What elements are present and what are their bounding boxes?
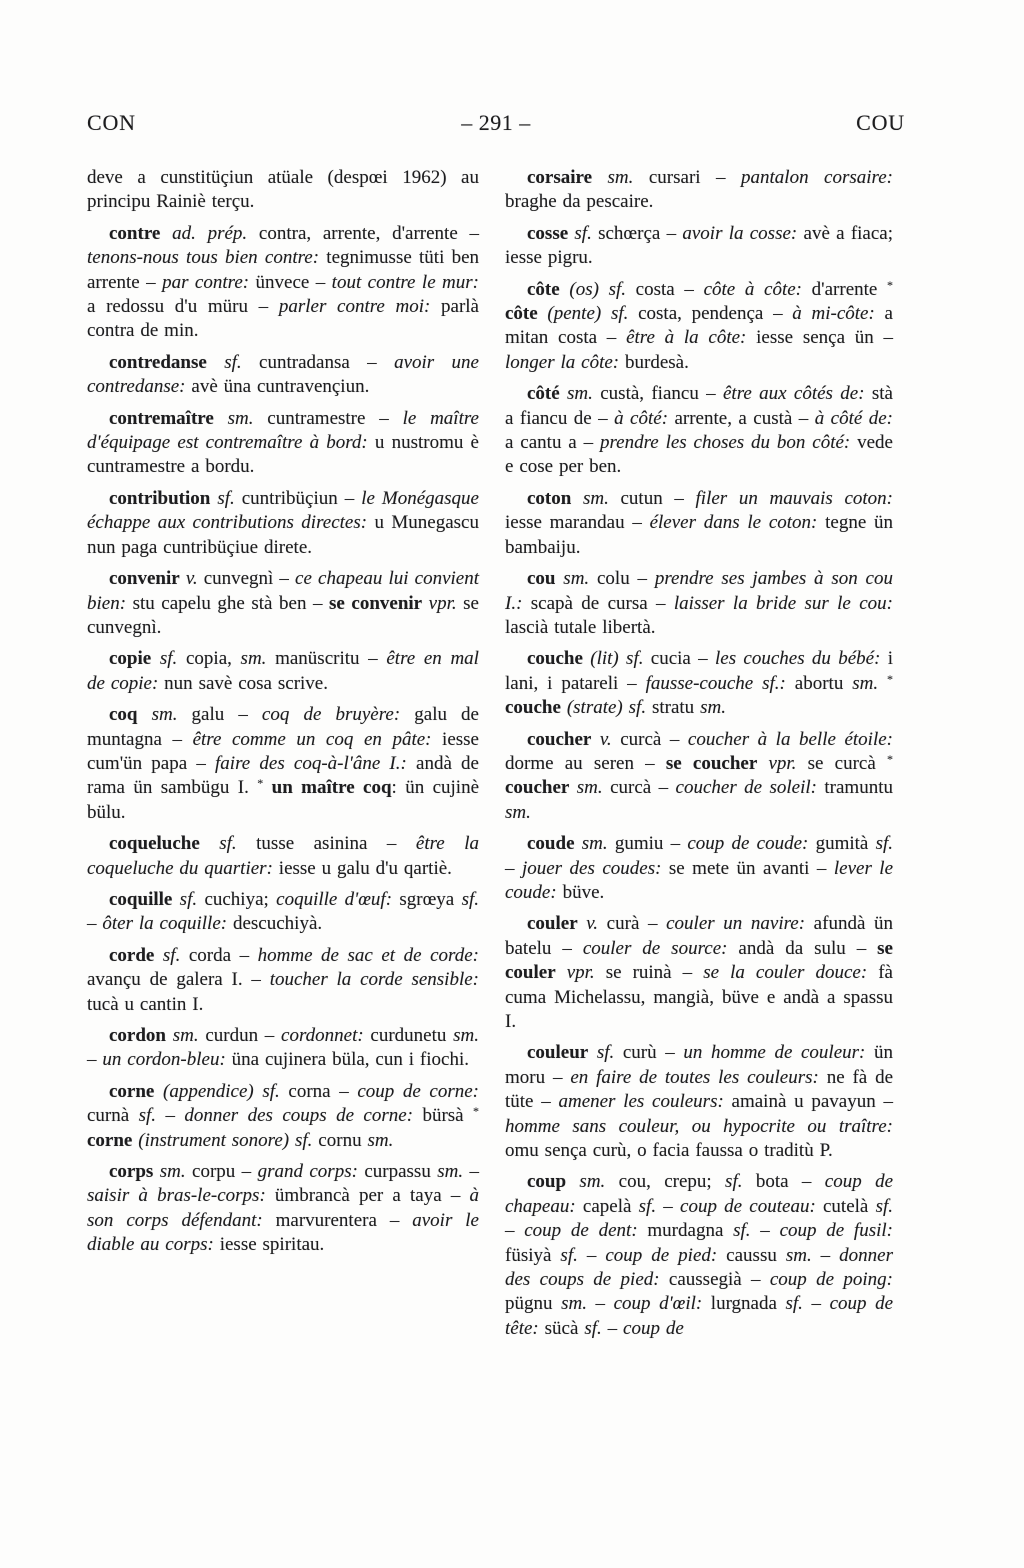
entry-text: stu capelu ghe stà ben – <box>126 592 330 614</box>
entry-text: – <box>750 1220 780 1242</box>
entry-couleur <box>505 1041 893 1163</box>
headword: coucher <box>505 777 570 799</box>
entry-text: manüscritu – <box>266 648 387 670</box>
entry-convenir <box>87 567 479 640</box>
entry-text: sm. <box>166 1025 199 1046</box>
entry-text: sm. <box>785 1244 812 1266</box>
entry-text: coup de poing: <box>769 1269 893 1291</box>
asterisk-marker: * <box>473 1104 480 1119</box>
entry-text: a redossu d'u müru – <box>87 296 279 318</box>
entry-text: afundà ün batelu – <box>505 913 893 959</box>
headword: corps <box>109 1161 154 1183</box>
entry-text: i lani, i patareli – <box>505 648 893 694</box>
entry-cote <box>505 278 893 376</box>
headword: coup <box>527 1171 567 1193</box>
entry-text: sm. <box>559 383 593 405</box>
headword: contre <box>109 222 161 244</box>
entry-text: avè üna cuntravençiun. <box>185 376 370 398</box>
headword: coqueluche <box>109 833 200 855</box>
entry-text: colu – <box>589 568 655 590</box>
entry-text: coup de pied: <box>605 1244 718 1266</box>
entry-text: iesse marandau – <box>505 512 650 534</box>
entry-text: curà – <box>598 913 667 935</box>
entry-text: cutun – <box>608 487 696 509</box>
entry-text: coucher à la belle étoile: <box>687 728 893 750</box>
column-left <box>87 166 479 1348</box>
headword: couche <box>527 648 583 670</box>
entry-text: sf. <box>461 888 480 910</box>
entry-text: grand corps: <box>257 1161 358 1183</box>
entry-text: sücà <box>538 1317 585 1339</box>
entry-text: à côté: <box>614 407 669 429</box>
entry-text: lascià tutale libertà. <box>505 616 656 638</box>
entry-text: sgrœya <box>392 888 462 910</box>
entry-text: – <box>656 1195 681 1217</box>
entry-text: sm. <box>592 167 634 188</box>
entry-text: deve a cunstitüçiun atüale (despœi 1962) au principu Rainiè terçu. <box>87 167 479 213</box>
entry-text: marvurentera – <box>262 1209 413 1231</box>
entry-text: caussegià – <box>659 1269 770 1291</box>
entry-text: v. <box>577 913 599 935</box>
entry-text: (lit) sf. <box>582 648 644 670</box>
entry-text: sf. <box>568 222 592 244</box>
entry-text: laisser la bride sur le cou: <box>673 592 893 614</box>
entry-text: ümbrancà per a taya – <box>265 1185 470 1207</box>
entry-text: par contre: <box>162 271 250 293</box>
entry-text: être en mal de copie: <box>87 648 479 694</box>
entry-text: sf. <box>199 833 237 855</box>
entry-text: côte à côte: <box>703 278 803 300</box>
entry-text: corpu – <box>185 1161 258 1183</box>
entry-text: – <box>87 913 103 935</box>
entry-text: cornu <box>312 1129 368 1151</box>
entry-text: sf. <box>138 1105 157 1127</box>
headword: corsaire <box>527 167 593 188</box>
entry-text: curcà – <box>602 777 676 799</box>
entry-text: couler un navire: <box>666 913 806 935</box>
entry-text: sm. <box>367 1129 394 1151</box>
entry-text: – <box>811 1244 840 1266</box>
entry-text: d'arrente <box>802 278 888 300</box>
headword: coton <box>527 487 572 509</box>
entry-text: curdunetu <box>363 1025 454 1046</box>
headword: corde <box>109 944 155 966</box>
entry-text: sm. <box>574 833 608 855</box>
entry-text: élever dans le coton: <box>649 512 818 534</box>
entry-cote <box>505 382 893 480</box>
entry-text: (appendice) sf. <box>154 1080 280 1102</box>
entry-text: se ruinà – <box>594 962 704 984</box>
entry-text: sm. <box>852 672 879 694</box>
entry-text: prendre les choses du bon côté: <box>599 432 851 454</box>
headword: corne <box>109 1080 155 1102</box>
headword: côte <box>527 278 560 300</box>
entry-text: costa, pendença – <box>628 303 793 325</box>
entry-text: sm. <box>213 407 254 429</box>
entry-text: sm. <box>561 1293 587 1315</box>
entry-coup <box>505 1170 893 1341</box>
headword: copie <box>109 648 152 670</box>
entry-text: füsiyà <box>505 1244 561 1266</box>
entry-text: à mi-côte: <box>792 303 875 325</box>
entry-text: sm. <box>437 1161 464 1183</box>
entry-couche <box>505 647 893 720</box>
entry-text: parlà contra de min. <box>87 296 479 342</box>
entry-text: ad. prép. <box>160 222 248 244</box>
headword: un maître coq <box>271 777 392 799</box>
entry-text: curpassu <box>357 1161 438 1183</box>
entry-text: sf. <box>210 487 235 509</box>
entry-text: fausse-couche sf.: <box>645 672 786 694</box>
entry-text: üna cujinera büla, cun i fiochi. <box>225 1049 469 1071</box>
entry-text: avoir la cosse: <box>682 222 798 244</box>
entry-text: cunvegnì – <box>197 568 296 590</box>
entry-text: ôter la coquille: <box>102 913 228 935</box>
headword: cosse <box>527 222 569 244</box>
entry-text: tegne ün bambaiju. <box>505 512 893 558</box>
entry-text: sf. <box>638 1195 657 1217</box>
entry-copie <box>87 647 479 696</box>
entry-text: – <box>156 1105 185 1127</box>
entry-text: (strate) sf. <box>560 697 647 719</box>
entry-text: sf. <box>584 1317 602 1339</box>
entry-text: büve. <box>556 881 605 903</box>
entry-coton <box>505 487 893 560</box>
entry-text: vpr. <box>555 962 595 984</box>
entry-text: corna – <box>279 1080 358 1102</box>
entry-text: ne fà de tüte – <box>505 1066 894 1113</box>
entry-text: iesse spiritau. <box>213 1234 325 1256</box>
entry-text: faire des coq-à-l'âne I.: <box>215 752 407 774</box>
entry-text: un homme de couleur: <box>683 1042 866 1064</box>
entry-text: iesse u galu d'u qartiè. <box>272 857 452 879</box>
entry-text: cuntribüçiun – <box>234 487 362 509</box>
entry-text: sf. <box>151 648 178 670</box>
entry-text: sm. <box>569 777 603 799</box>
entry-text: u nustromu è cuntramestre a bordu. <box>87 432 479 478</box>
entry-text: caussu <box>717 1244 786 1266</box>
entry-text: saisir à bras-le-corps: <box>87 1185 266 1207</box>
headword: se convenir <box>329 592 423 614</box>
entry-text: être comme un coq en pâte: <box>192 728 432 750</box>
entry-text: lever le coude: <box>505 857 894 903</box>
entry-text: (pente) sf. <box>537 303 629 325</box>
entry-text: vpr. <box>422 592 457 614</box>
headword: se coucher <box>665 752 758 774</box>
entry-text: être aux côtés de: <box>722 383 865 405</box>
entry-text: sm. <box>240 648 267 670</box>
entry-text: avoir le diable au corps: <box>87 1209 479 1256</box>
entry-text: tout contre le mur: <box>331 271 479 293</box>
entry-text: copia, <box>177 648 241 670</box>
entry-cosse <box>505 222 893 271</box>
entry-text: un cordon-bleu: <box>102 1049 226 1071</box>
guide-word-left: CON <box>87 110 136 135</box>
entry-text: vede e cose per ben. <box>505 432 893 478</box>
headword: se couler <box>505 937 893 984</box>
entry-text: sm. <box>153 1161 186 1183</box>
entry-text: sf. <box>560 1244 578 1266</box>
entry-text: burdesà. <box>619 351 689 373</box>
entry-text: coup de corne: <box>357 1080 479 1102</box>
entry-contredanse <box>87 351 479 400</box>
entry-text: gumità <box>808 833 876 855</box>
headword: coquille <box>109 888 173 910</box>
entry-text: iesse cum'ün papa – <box>87 728 479 774</box>
entry-text: homme de sac et de corde: <box>257 944 479 966</box>
entry-text: coq de bruyère: <box>261 704 401 726</box>
entry-coucher <box>505 728 893 826</box>
entry-text: tramuntu <box>816 777 893 799</box>
entry-text: cucia – <box>643 648 715 670</box>
entry-text: coup de <box>623 1317 684 1339</box>
entry-text: homme sans couleur, ou hypocrite ou traître: <box>505 1115 893 1137</box>
entry-text: avançu de galera I. – <box>87 969 270 991</box>
entry-text: bürsà <box>413 1105 474 1127</box>
entry-text: sm. <box>571 487 609 509</box>
entry-text: sf. <box>588 1042 615 1064</box>
entry-text: sf. <box>875 833 893 855</box>
entry-text: les couches du bébé: <box>714 648 881 670</box>
asterisk-marker: * <box>887 277 894 292</box>
entry-text: tusse asinina – <box>236 833 416 855</box>
entry-text: sf. <box>733 1220 751 1242</box>
entry-text: sm. <box>137 704 178 726</box>
page-number: – 291 – <box>461 110 531 135</box>
entry-text: cordonnet: <box>281 1025 364 1046</box>
entry-text: – <box>802 1293 830 1315</box>
entry-text: coup d'œil: <box>613 1293 703 1315</box>
entry-text: v. <box>591 728 612 750</box>
entry-text: curù – <box>614 1042 684 1064</box>
entry-text: cou, crepu; <box>605 1171 726 1193</box>
entry-text: couler de source: <box>582 937 728 959</box>
headword: côte <box>505 303 538 325</box>
entry-cou <box>505 567 893 640</box>
entry-text: prendre ses jambes à son cou I.: <box>505 568 893 614</box>
entry-text: se cunvegnì. <box>87 592 479 638</box>
entry-text: galu – <box>177 704 262 726</box>
entry-text: omu sença curù, o facia faussa o traditù P. <box>505 1140 833 1162</box>
entry-text: tucà u cantin I. <box>87 993 204 1015</box>
entry-text: andà da sulu – <box>727 937 878 959</box>
entry-text: curnà <box>87 1105 139 1127</box>
entry-text: curcà – <box>611 728 688 750</box>
entry-text: andà de rama ün sambügu I. <box>87 752 479 799</box>
entry-text: bota – <box>742 1171 825 1193</box>
entry-coquille <box>87 888 479 937</box>
entry-text: – <box>586 1293 614 1315</box>
headword: côté <box>527 383 560 405</box>
entry-text: sf. <box>785 1293 803 1315</box>
entry-text: pantalon corsaire: <box>741 167 893 188</box>
entry-text: sm. <box>555 568 590 590</box>
entry-text: coup de coude: <box>687 833 809 855</box>
entry-text: jouer des coudes: <box>521 857 662 879</box>
entry-text <box>878 673 887 694</box>
entry-corne <box>87 1080 479 1153</box>
entry-text: amener les couleurs: <box>558 1091 724 1113</box>
entry-text: le maître d'équipage est contremaître à bord: <box>87 407 479 454</box>
entry-text: – <box>463 1161 480 1183</box>
entry-text: a cantu a – <box>505 432 600 454</box>
entry-text: coup de chapeau: <box>505 1171 894 1217</box>
entry-text: filer un mauvais coton: <box>695 487 893 509</box>
entry-text: avè a fiaca; iesse pigru. <box>505 222 893 269</box>
entry-text: costa – <box>626 278 704 300</box>
entry-text: toucher la corde sensible: <box>269 969 479 991</box>
entry-text: (os) sf. <box>559 278 627 300</box>
asterisk-marker: * <box>257 776 264 791</box>
entry-corps <box>87 1160 479 1258</box>
headword: cordon <box>109 1025 166 1046</box>
entry-corsaire <box>505 166 893 215</box>
entry-text: dorme au seren – <box>505 752 666 774</box>
entry-text: corda – <box>180 944 258 966</box>
entry-text: cuchiya; <box>197 888 277 910</box>
entry-text: se curcà <box>796 752 887 774</box>
entry-text: vpr. <box>757 752 797 774</box>
entry-text: cuntramestre – <box>253 407 403 429</box>
entry-text: capelà <box>575 1195 639 1217</box>
entry-text: fà cuma Michelassu, mangià, büve e andà a spassu I. <box>505 962 893 1032</box>
entry-text: curdun – <box>198 1025 282 1046</box>
entry-cordon <box>87 1024 479 1073</box>
entry-text: – <box>505 1220 525 1242</box>
entry-text: – <box>577 1244 606 1266</box>
entry-text: – <box>601 1317 624 1339</box>
headword: couler <box>527 913 578 935</box>
entry-text: cutelà <box>815 1195 876 1217</box>
entry-text: – <box>87 1049 103 1071</box>
entry-text: pügnu <box>505 1293 562 1315</box>
entry-contremaitre <box>87 407 479 480</box>
entry-text: : ün cujinè bülu. <box>87 777 480 823</box>
entry-text: tegnimusse tüti ben arrente – <box>87 247 480 293</box>
entry-text: donner des coups de corne: <box>184 1105 414 1127</box>
entry-text: coup de fusil: <box>779 1220 893 1242</box>
entry-text: sf. <box>154 944 181 966</box>
entry-text: se mete ün avanti – <box>661 857 834 879</box>
entry-text: être à la côte: <box>626 327 747 349</box>
entry-text: stratu <box>646 697 701 719</box>
entry-text: murdagna <box>637 1220 734 1242</box>
entry-text: coup de dent: <box>524 1220 638 1242</box>
entry-text: scapà de cursa – <box>522 592 674 614</box>
entry-text: coquille d'œuf: <box>276 888 393 910</box>
entry-text: iesse sença ün – <box>746 327 894 349</box>
headword: contredanse <box>109 351 207 373</box>
entry-text: (instrument sonore) sf. <box>132 1129 313 1151</box>
entry-text: avoir une contredanse: <box>87 351 479 398</box>
headword: couleur <box>527 1042 589 1064</box>
column-right <box>505 166 893 1348</box>
entry-text: à son corps défendant: <box>87 1185 479 1231</box>
entry-continuation <box>87 166 479 215</box>
entry-text: amainà u pavayun – <box>723 1091 893 1113</box>
headword: convenir <box>109 568 180 590</box>
entry-text: sf. <box>172 888 198 910</box>
headword: corne <box>87 1129 133 1151</box>
entry-corde <box>87 944 479 1017</box>
entry-text: ce chapeau lui convient bien: <box>87 568 479 614</box>
entry-text: à côté de: <box>814 407 893 429</box>
entry-text: gumiu – <box>607 833 688 855</box>
entry-coq <box>87 703 479 825</box>
entry-contribution <box>87 487 479 560</box>
entry-text: ünvece – <box>249 271 332 293</box>
entry-text: donner des coups de pied: <box>505 1244 893 1291</box>
entry-text: le Monégasque échappe aux contributions directes: <box>87 487 479 534</box>
entry-text: a mitan costa – <box>505 303 893 349</box>
entry-text: longer la côte: <box>505 351 620 373</box>
running-head <box>87 110 905 136</box>
entry-text: sm. <box>566 1171 606 1193</box>
entry-text: ün moru – <box>505 1042 893 1088</box>
asterisk-marker: * <box>887 671 893 686</box>
entry-text: lurgnada <box>702 1293 786 1315</box>
entry-text: sm. <box>453 1025 479 1046</box>
headword: coude <box>527 833 575 855</box>
entry-text: être la coqueluche du quartier: <box>87 833 479 879</box>
entry-text: sf. <box>206 351 242 373</box>
entry-text: coup de tête: <box>505 1293 893 1339</box>
entry-coude <box>505 832 893 905</box>
entry-text: sf. <box>875 1195 894 1217</box>
entry-text: descuchiyà. <box>227 913 323 935</box>
entry-couler <box>505 912 893 1034</box>
entry-text: schœrça – <box>591 222 683 244</box>
entry-text: v. <box>179 568 198 590</box>
entry-text: custà, fiancu – <box>592 383 723 405</box>
entry-text: galu de muntagna – <box>87 704 479 750</box>
headword: coucher <box>527 728 592 750</box>
entry-text: nun savè cosa scrive. <box>158 672 328 694</box>
entry-text <box>263 777 271 798</box>
entry-text: en faire de toutes les couleurs: <box>570 1066 819 1088</box>
entry-text: tenons-nous tous bien contre: <box>87 247 320 269</box>
entry-text: coucher de soleil: <box>675 777 817 799</box>
entry-text: coup de couteau: <box>680 1195 816 1217</box>
entry-text: arrente, a custà – <box>668 407 815 429</box>
entry-text: sm. <box>700 697 726 719</box>
guide-word-right: COU <box>856 110 905 135</box>
entry-text: abortu <box>785 672 853 694</box>
entry-text: cursari – <box>633 167 742 188</box>
entry-text: parler contre moi: <box>278 296 431 318</box>
entry-text: cuntradansa – <box>241 351 395 373</box>
headword: cou <box>527 568 556 590</box>
headword: couche <box>505 697 561 719</box>
headword: contremaître <box>109 407 214 429</box>
headword: contribution <box>109 487 211 509</box>
entry-contre <box>87 222 479 344</box>
entry-coqueluche <box>87 832 479 881</box>
text-columns <box>87 166 893 1348</box>
entry-text: contra, arrente, d'arrente – <box>247 222 479 244</box>
entry-text: se la couler douce: <box>703 962 868 984</box>
entry-text: braghe da pescaire. <box>505 191 654 213</box>
entry-text: – <box>505 857 522 879</box>
asterisk-marker: * <box>887 751 893 766</box>
entry-text: u Munegascu nun paga cuntribüçiue direte. <box>87 512 479 558</box>
entry-text: sm. <box>505 801 531 823</box>
headword: coq <box>109 704 138 726</box>
entry-text: stà a fiancu de – <box>505 383 893 429</box>
entry-text: sf. <box>725 1171 743 1193</box>
